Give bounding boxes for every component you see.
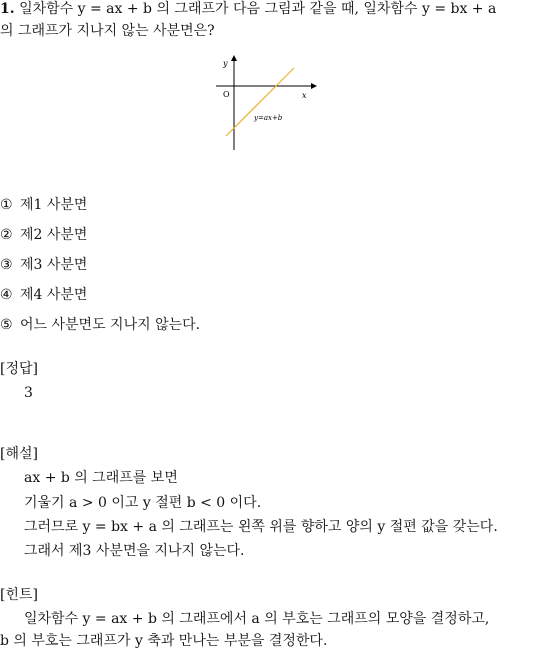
question-line-2: 의 그래프가 지나지 않는 사분면은? [0,23,215,39]
choice-mark: ④ [0,287,13,303]
answer-value: 3 [24,385,33,401]
choice-text: 어느 사분면도 지나지 않는다. [20,317,201,333]
explanation-line-1: ax + b 의 그래프를 보면 [24,470,178,486]
explanation-label: [해설] [0,446,38,462]
graph-figure [212,52,324,154]
explanation-line-4: 그래서 제3 사분면을 지나지 않는다. [24,543,245,559]
choice-text: 제3 사분면 [20,257,88,273]
explanation-line-3: 그러므로 y = bx + a 의 그래프는 왼쪽 위를 향하고 양의 y 절편 값을 갖는다. [24,519,498,535]
choice-4[interactable] [0,286,87,304]
y-axis-label: y [223,59,228,68]
answer-label: [정답] [0,361,38,377]
choice-1[interactable] [0,196,87,214]
x-axis-label: x [302,91,307,100]
question-line-1 [0,0,496,18]
choice-mark: ① [0,197,13,213]
question-text-1: 일차함수 y = ax + b 의 그래프가 다음 그림과 같을 때, 일차함수 y = bx + a [19,1,497,17]
hint-line-2: b 의 부호는 그래프가 y 축과 만나는 부분을 결정한다. [0,633,328,649]
choice-mark: ⑤ [0,317,13,333]
choice-3[interactable] [0,256,87,274]
choice-text: 제2 사분면 [20,227,88,243]
function-line [226,68,294,136]
choice-mark: ③ [0,257,13,273]
origin-label: O [223,90,230,99]
explanation-line-2: 기울기 a > 0 이고 y 절편 b < 0 이다. [24,495,262,511]
question-number: 1. [0,1,15,17]
hint-line-1: 일차함수 y = ax + b 의 그래프에서 a 의 부호는 그래프의 모양을 결정하고, [24,611,490,627]
choice-mark: ② [0,227,13,243]
choice-text: 제4 사분면 [20,287,88,303]
choice-2[interactable] [0,226,87,244]
line-label: y=ax+b [254,114,283,122]
choice-5[interactable] [0,316,200,334]
hint-label: [힌트] [0,587,38,603]
choice-text: 제1 사분면 [20,197,88,213]
